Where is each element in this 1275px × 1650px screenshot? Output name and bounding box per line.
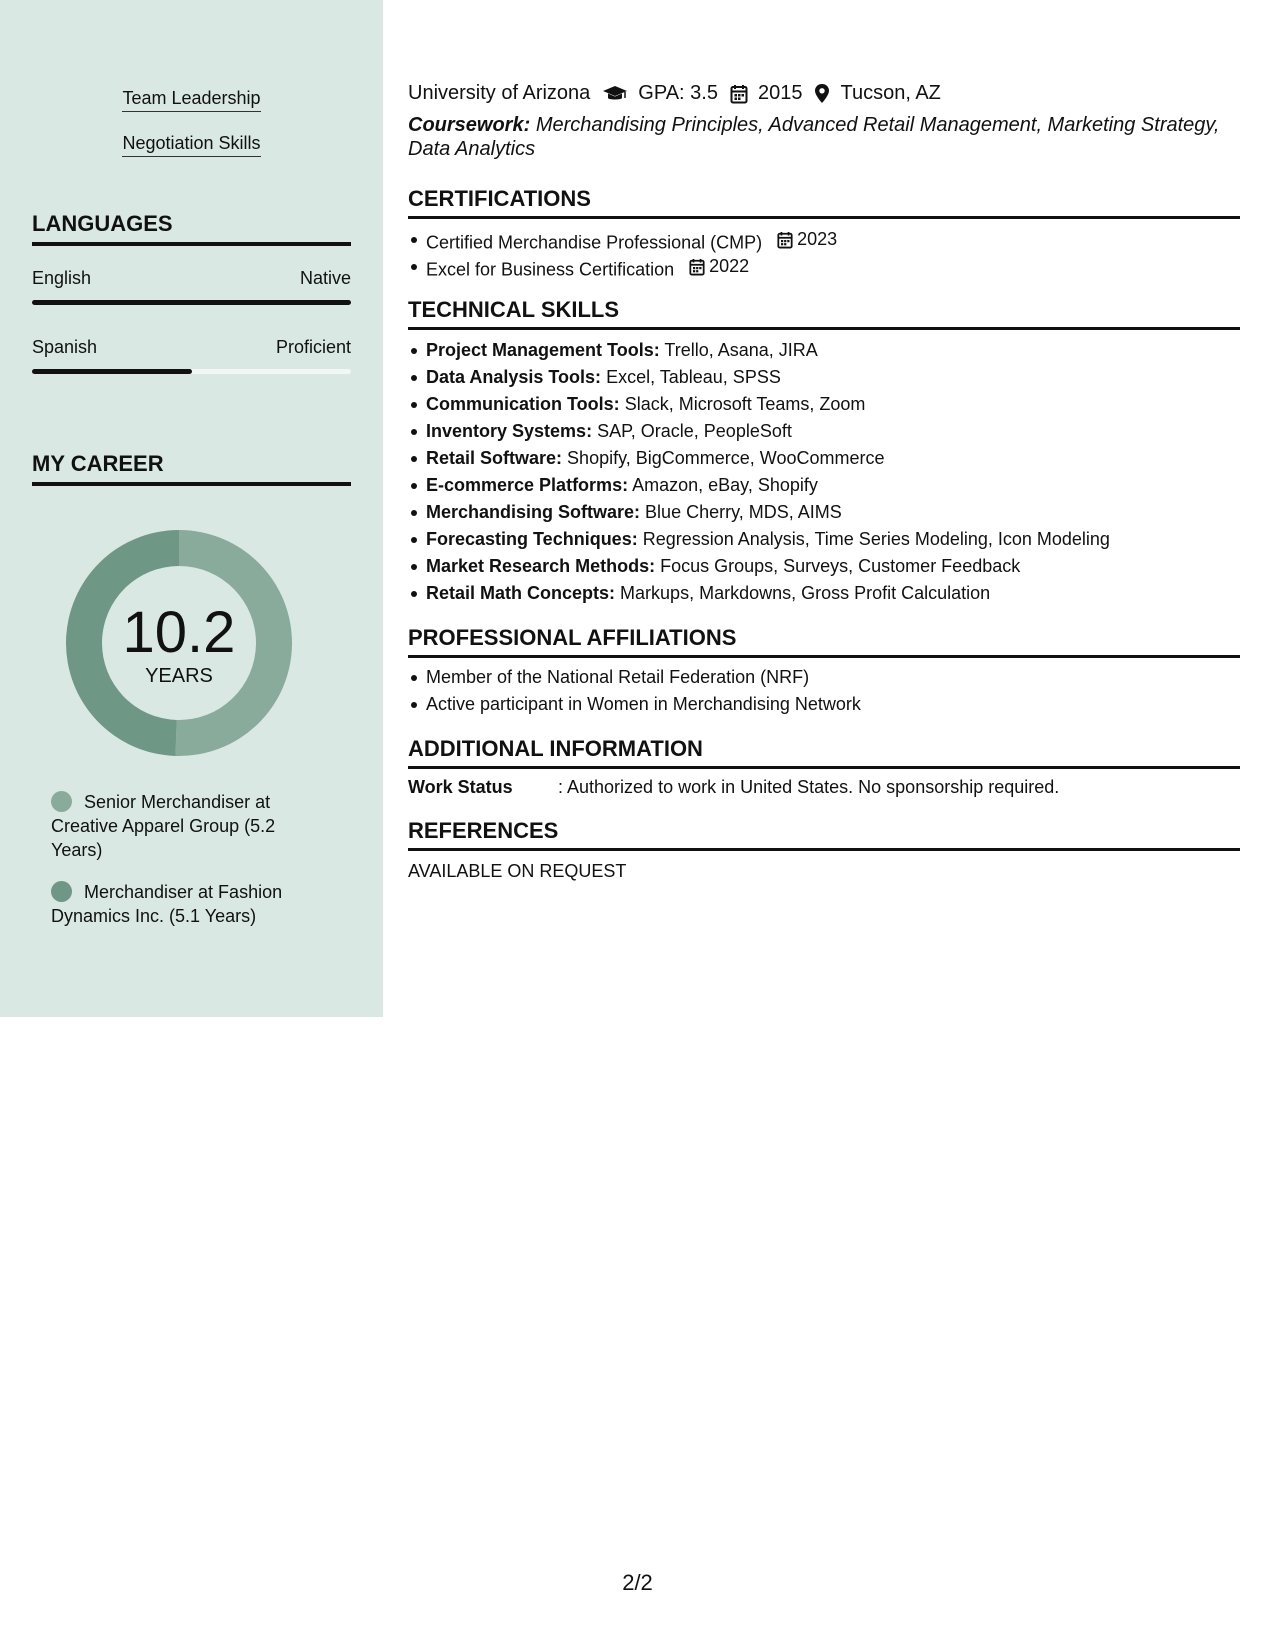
language-name: Spanish xyxy=(32,337,98,357)
skill-category: Data Analysis Tools: xyxy=(426,367,602,387)
affiliations-list xyxy=(426,664,1240,718)
certifications-heading: CERTIFICATIONS xyxy=(408,186,1240,219)
references-heading: REFERENCES xyxy=(408,818,1240,851)
skill-category: Inventory Systems: xyxy=(426,421,593,441)
list-item xyxy=(426,526,1240,553)
skill-values: Excel, Tableau, SPSS xyxy=(606,367,781,387)
skill-category: Project Management Tools: xyxy=(426,340,660,360)
work-status-value: : Authorized to work in United States. No sponsorship required. xyxy=(558,777,1060,797)
education-school: University of Arizona xyxy=(408,82,591,104)
skill-category: Retail Math Concepts: xyxy=(426,583,616,603)
career-legend-dot xyxy=(51,791,72,812)
certification-name: Excel for Business Certification xyxy=(426,259,675,280)
skill-values: Regression Analysis, Time Series Modeling, Icon Modeling xyxy=(642,529,1110,549)
graduation-cap-icon xyxy=(602,85,628,103)
career-legend-dot xyxy=(51,881,72,902)
skill-values: Trello, Asana, JIRA xyxy=(664,340,818,360)
skill-category: Retail Software: xyxy=(426,448,563,468)
career-heading: MY CAREER xyxy=(32,451,351,486)
language-proficiency-bar xyxy=(32,300,351,305)
list-item xyxy=(426,445,1240,472)
language-proficiency-bar xyxy=(32,369,351,374)
skill-values: SAP, Oracle, PeopleSoft xyxy=(597,421,792,441)
career-role-item xyxy=(51,880,331,928)
list-item xyxy=(426,472,1240,499)
list-item: Active participant in Women in Merchandising Network xyxy=(426,691,1240,718)
skill-values: Amazon, eBay, Shopify xyxy=(632,475,818,495)
references-text: AVAILABLE ON REQUEST xyxy=(408,861,627,881)
skill-tag: Negotiation Skills xyxy=(32,133,351,157)
list-item xyxy=(426,253,1240,280)
location-pin-icon xyxy=(814,83,830,104)
affiliations-heading: PROFESSIONAL AFFILIATIONS xyxy=(408,625,1240,658)
skill-values: Markups, Markdowns, Gross Profit Calculation xyxy=(620,583,991,603)
career-role-item xyxy=(51,790,331,862)
page-number: 2/2 xyxy=(622,1570,653,1595)
sidebar xyxy=(0,0,383,1017)
language-proficiency-fill xyxy=(32,369,192,374)
list-item xyxy=(426,553,1240,580)
education-line xyxy=(408,82,941,105)
career-role-label: Senior Merchandiser at Creative Apparel Group (5.2 Years) xyxy=(51,792,276,860)
skill-category: Forecasting Techniques: xyxy=(426,529,638,549)
skill-tag: Team Leadership xyxy=(32,88,351,112)
list-item xyxy=(426,499,1240,526)
list-item xyxy=(426,226,1240,253)
certification-year: 2022 xyxy=(709,256,750,276)
additional-info-heading: ADDITIONAL INFORMATION xyxy=(408,736,1240,769)
coursework-label: Coursework: xyxy=(408,114,531,136)
skill-values: Shopify, BigCommerce, WooCommerce xyxy=(567,448,885,468)
languages-heading: LANGUAGES xyxy=(32,211,351,246)
list-item: Member of the National Retail Federation (NRF) xyxy=(426,664,1240,691)
skill-category: Market Research Methods: xyxy=(426,556,656,576)
skill-values: Slack, Microsoft Teams, Zoom xyxy=(624,394,866,414)
career-donut xyxy=(66,530,292,756)
certification-name: Certified Merchandise Professional (CMP) xyxy=(426,232,763,253)
language-level: Proficient xyxy=(275,337,351,357)
career-donut-center xyxy=(66,530,292,756)
coursework-list: Merchandising Principles, Advanced Retail Management, Marketing Strategy, Data Analytics xyxy=(408,114,1220,160)
calendar-icon xyxy=(777,231,793,249)
list-item xyxy=(426,418,1240,445)
language-level: Native xyxy=(299,268,351,288)
coursework xyxy=(408,113,1240,161)
career-total-years: 10.2 xyxy=(122,600,236,665)
skill-category: Communication Tools: xyxy=(426,394,620,414)
list-item xyxy=(426,391,1240,418)
list-item xyxy=(426,580,1240,607)
skill-values: Blue Cherry, MDS, AIMS xyxy=(645,502,842,522)
list-item xyxy=(426,337,1240,364)
certifications-list xyxy=(426,226,1240,280)
work-status-row xyxy=(408,777,1059,798)
language-row xyxy=(32,337,351,358)
certification-year: 2023 xyxy=(797,229,838,249)
work-status-label: Work Status xyxy=(408,777,513,797)
calendar-icon xyxy=(689,258,705,276)
skill-values: Focus Groups, Surveys, Customer Feedback xyxy=(660,556,1021,576)
technical-skills-heading: TECHNICAL SKILLS xyxy=(408,297,1240,330)
skill-category: Merchandising Software: xyxy=(426,502,641,522)
calendar-icon xyxy=(730,84,748,104)
education-year: 2015 xyxy=(757,82,803,104)
language-name: English xyxy=(32,268,92,288)
language-proficiency-fill xyxy=(32,300,351,305)
list-item xyxy=(426,364,1240,391)
education-gpa: GPA: 3.5 xyxy=(638,82,718,104)
education-location: Tucson, AZ xyxy=(840,82,941,104)
career-role-label: Merchandiser at Fashion Dynamics Inc. (5.1 Years) xyxy=(51,882,283,926)
career-years-unit: YEARS xyxy=(145,665,213,687)
technical-skills-list xyxy=(426,337,1240,607)
skill-category: E-commerce Platforms: xyxy=(426,475,629,495)
language-row xyxy=(32,268,351,289)
